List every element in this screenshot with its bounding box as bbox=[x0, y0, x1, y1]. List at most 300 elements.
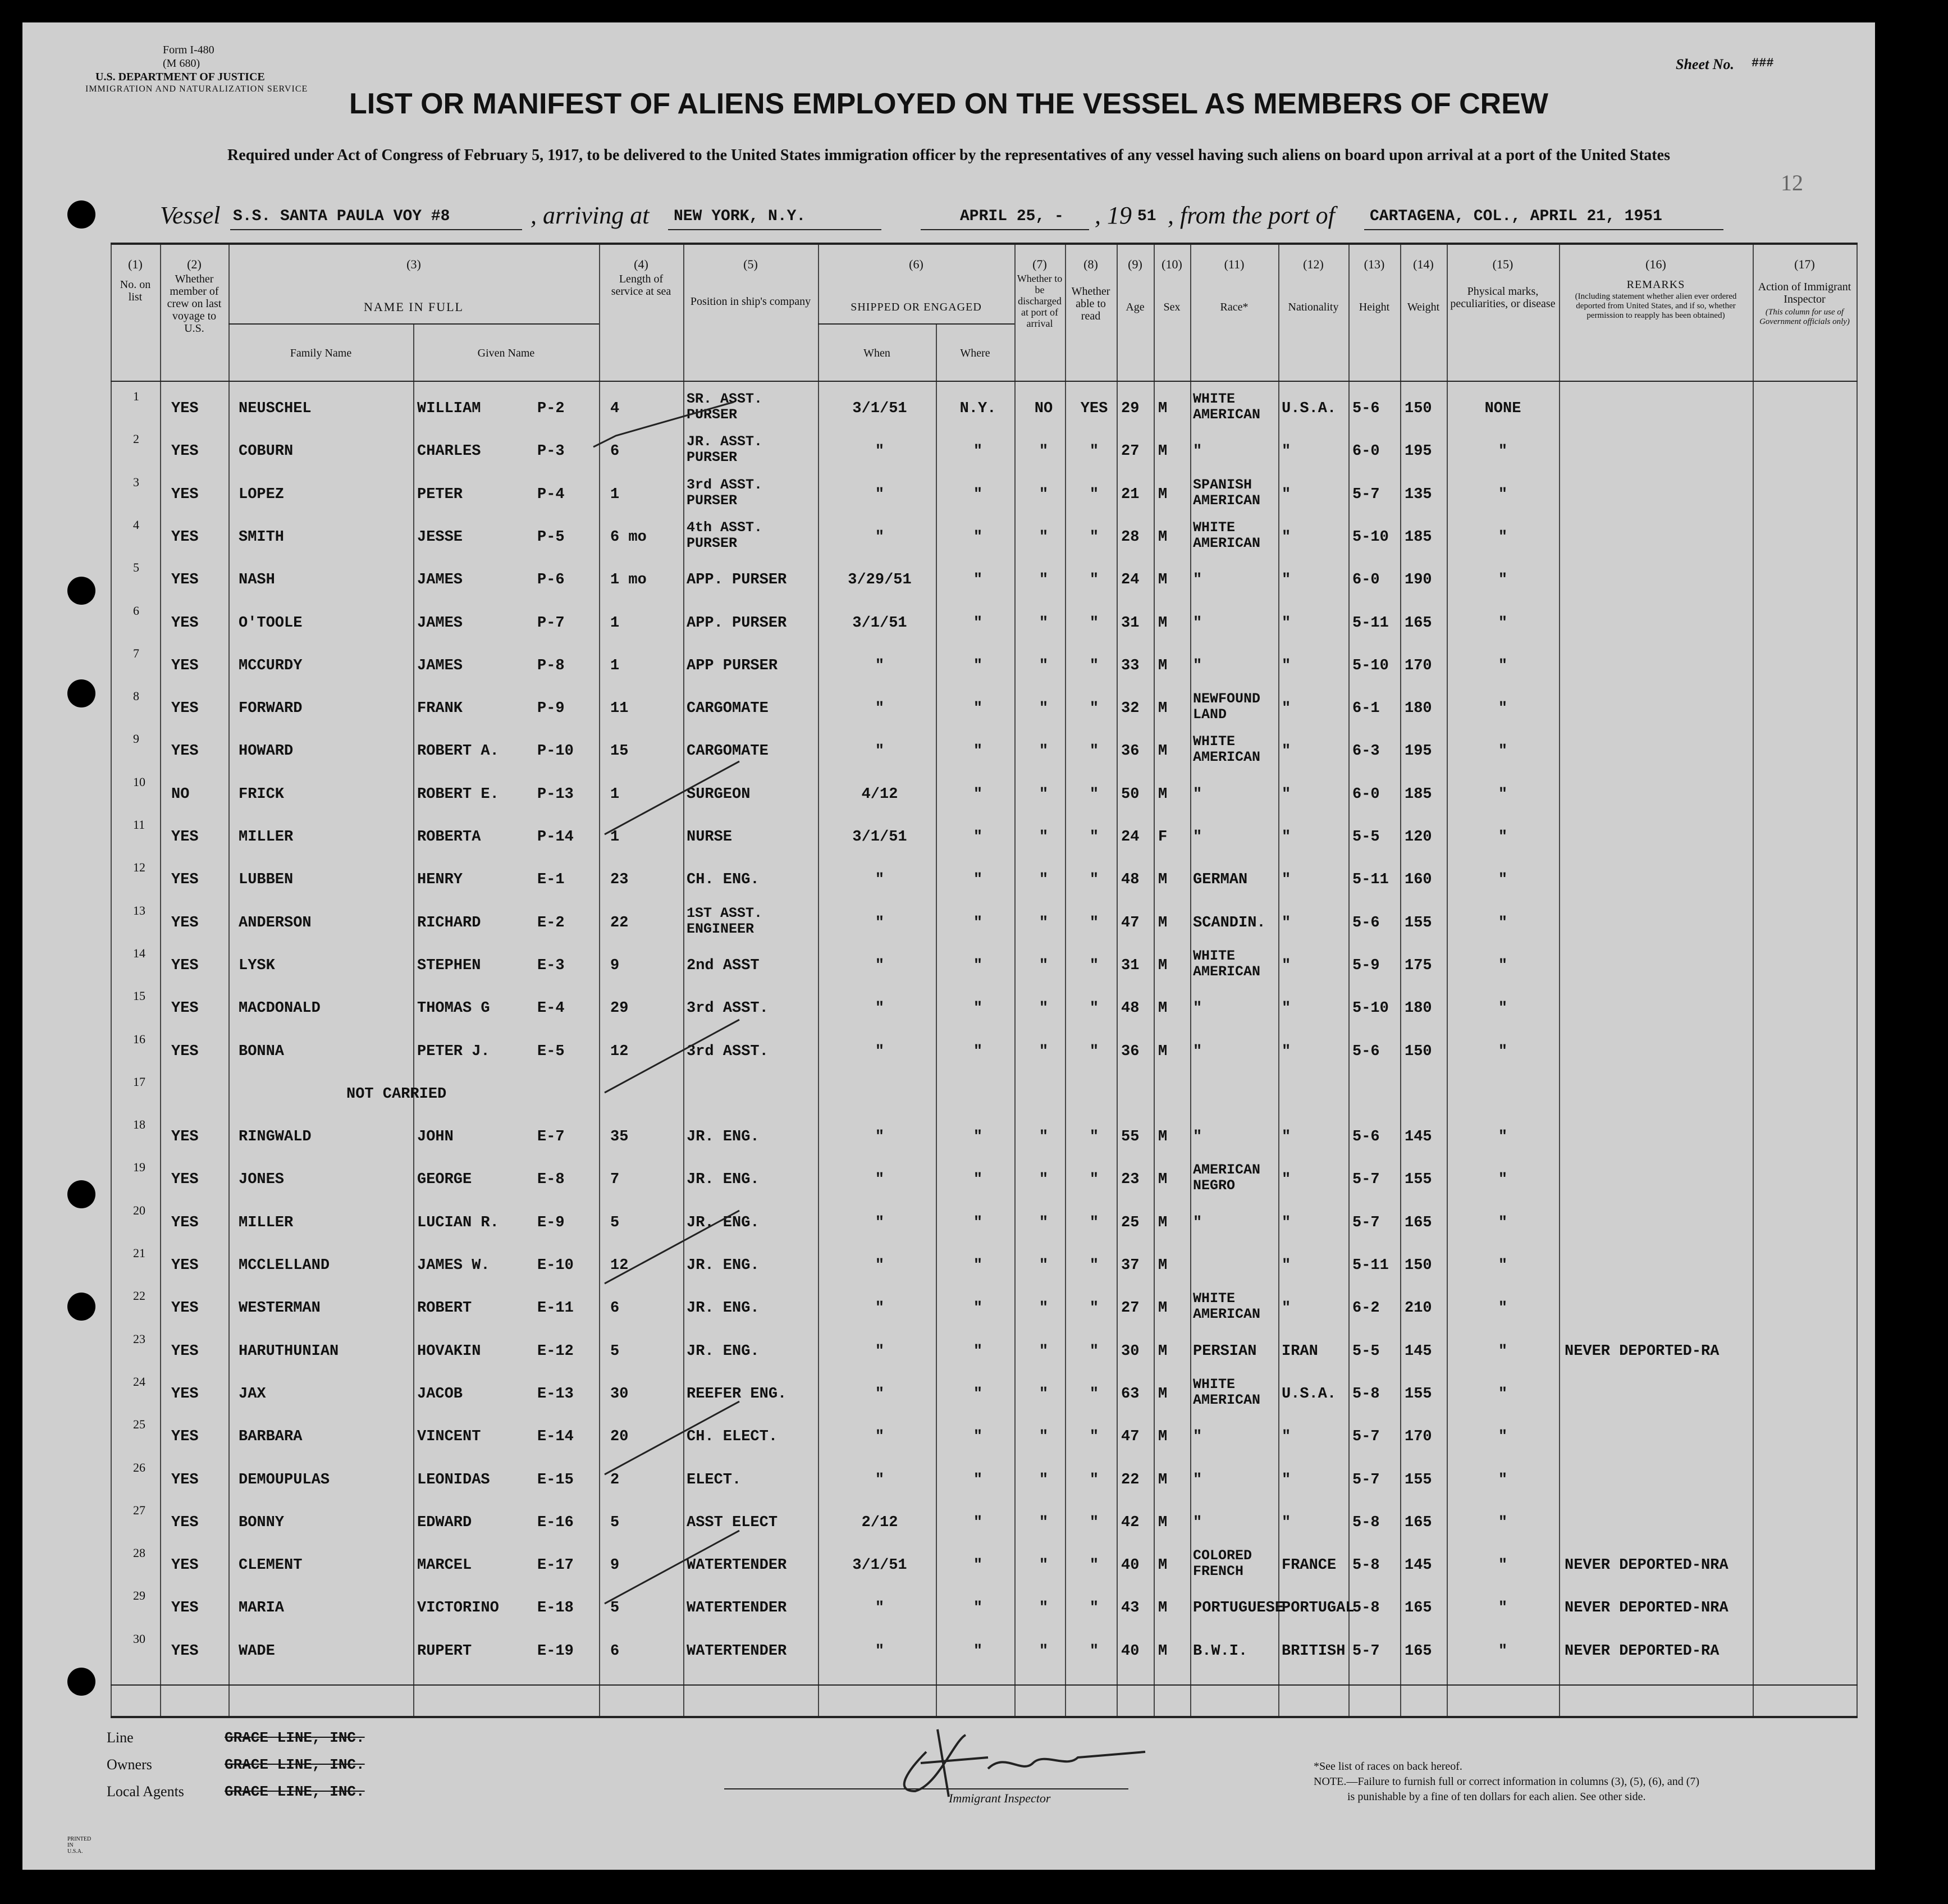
able-to-read: " bbox=[1089, 1557, 1099, 1574]
height: 5-7 bbox=[1352, 486, 1380, 503]
remarks: NEVER DEPORTED-RA bbox=[1565, 1343, 1720, 1360]
sex: M bbox=[1158, 400, 1168, 417]
service-length: 6 bbox=[610, 1300, 620, 1317]
physical-marks: " bbox=[1498, 1514, 1508, 1531]
crew-status: YES bbox=[171, 614, 199, 632]
nationality: " bbox=[1282, 700, 1291, 718]
row-number: 20 bbox=[133, 1203, 145, 1217]
given-name: HENRY bbox=[417, 871, 463, 889]
col-header: No. on list bbox=[120, 278, 151, 303]
height: 5-7 bbox=[1352, 1471, 1380, 1489]
shipped-when: " bbox=[875, 871, 885, 889]
race: WHITE AMERICAN bbox=[1193, 947, 1261, 980]
able-to-read: " bbox=[1089, 957, 1099, 974]
col-header: Race* bbox=[1220, 301, 1249, 313]
family-name: LYSK bbox=[239, 957, 275, 974]
footnote-races: *See list of races on back hereof. bbox=[1314, 1760, 1462, 1773]
discharged: " bbox=[1039, 829, 1049, 846]
shipped-when: 3/1/51 bbox=[852, 614, 907, 632]
crew-code: P-4 bbox=[537, 486, 565, 503]
able-to-read: " bbox=[1089, 700, 1099, 718]
race: " bbox=[1193, 1428, 1202, 1446]
row-number: 10 bbox=[133, 774, 145, 789]
shipped-where: " bbox=[973, 1642, 983, 1660]
race: WHITE AMERICAN bbox=[1193, 1376, 1261, 1408]
family-name: NEUSCHEL bbox=[239, 400, 312, 417]
shipped-when: " bbox=[875, 1300, 885, 1317]
physical-marks: " bbox=[1498, 1214, 1508, 1231]
row-number: 3 bbox=[133, 474, 139, 489]
discharged: " bbox=[1039, 1471, 1049, 1489]
position: APP. PURSER bbox=[687, 614, 787, 632]
service-length: 1 mo bbox=[610, 572, 647, 589]
row-number: 4 bbox=[133, 517, 139, 532]
row-number: 25 bbox=[133, 1417, 145, 1432]
nationality: " bbox=[1282, 1043, 1291, 1060]
able-to-read: " bbox=[1089, 1343, 1099, 1360]
position: NURSE bbox=[687, 829, 733, 846]
sex: M bbox=[1158, 1171, 1168, 1189]
service-length: 35 bbox=[610, 1129, 629, 1146]
given-name: FRANK bbox=[417, 700, 463, 718]
height: 5-7 bbox=[1352, 1214, 1380, 1231]
sex: M bbox=[1158, 1600, 1168, 1617]
col-header: Sex bbox=[1163, 301, 1181, 313]
height: 5-11 bbox=[1352, 871, 1389, 889]
family-name: MCCLELLAND bbox=[239, 1257, 330, 1274]
service-length: 30 bbox=[610, 1385, 629, 1403]
row-number: 19 bbox=[133, 1160, 145, 1175]
able-to-read: " bbox=[1089, 1514, 1099, 1531]
physical-marks: " bbox=[1498, 871, 1508, 889]
form-number: Form I-480 bbox=[163, 44, 214, 56]
col-num: (11) bbox=[1224, 257, 1245, 271]
shipped-where: " bbox=[973, 657, 983, 674]
age: 40 bbox=[1121, 1557, 1140, 1574]
family-name: WADE bbox=[239, 1642, 275, 1660]
nationality: BRITISH bbox=[1282, 1642, 1346, 1660]
physical-marks: " bbox=[1498, 1129, 1508, 1146]
col-header: Nationality bbox=[1288, 301, 1339, 313]
race: " bbox=[1193, 786, 1202, 803]
physical-marks: NONE bbox=[1484, 400, 1521, 417]
row-number: 24 bbox=[133, 1374, 145, 1389]
shipped-when: " bbox=[875, 1471, 885, 1489]
col-subheader: Where bbox=[960, 347, 990, 359]
given-name: GEORGE bbox=[417, 1171, 472, 1189]
able-to-read: " bbox=[1089, 1171, 1099, 1189]
service-length: 1 bbox=[610, 829, 620, 846]
height: 6-0 bbox=[1352, 572, 1380, 589]
able-to-read: " bbox=[1089, 1300, 1099, 1317]
sheet-label: Sheet No. bbox=[1676, 56, 1734, 72]
sex: M bbox=[1158, 914, 1168, 932]
crew-status: YES bbox=[171, 1514, 199, 1531]
weight: 145 bbox=[1405, 1557, 1432, 1574]
position: CARGOMATE bbox=[687, 700, 769, 718]
col-header: Action of Immigrant Inspector bbox=[1758, 281, 1851, 305]
shipped-when: " bbox=[875, 914, 885, 932]
height: 5-5 bbox=[1352, 829, 1380, 846]
punch-hole bbox=[67, 1180, 95, 1208]
from-label: , from the port of bbox=[1168, 202, 1335, 229]
height: 5-6 bbox=[1352, 914, 1380, 932]
race: PORTUGUESE bbox=[1193, 1600, 1284, 1617]
age: 63 bbox=[1121, 1385, 1140, 1403]
col-header: Weight bbox=[1407, 301, 1440, 313]
physical-marks: " bbox=[1498, 486, 1508, 503]
crew-code: P-10 bbox=[537, 743, 574, 760]
row-number: 13 bbox=[133, 903, 145, 917]
given-name: PETER J. bbox=[417, 1043, 490, 1060]
shipped-when: " bbox=[875, 1000, 885, 1017]
physical-marks: " bbox=[1498, 1642, 1508, 1660]
crew-code: P-13 bbox=[537, 786, 574, 803]
col-subheader: Family Name bbox=[290, 347, 352, 359]
table-row bbox=[111, 517, 1858, 564]
row-number: 29 bbox=[133, 1588, 145, 1603]
punch-hole bbox=[67, 1668, 95, 1696]
crew-code: P-5 bbox=[537, 528, 565, 546]
service: IMMIGRATION AND NATURALIZATION SERVICE bbox=[85, 84, 308, 94]
able-to-read: " bbox=[1089, 1471, 1099, 1489]
family-name: FRICK bbox=[239, 786, 285, 803]
race: SPANISH AMERICAN bbox=[1193, 476, 1261, 509]
able-to-read: " bbox=[1089, 443, 1099, 460]
given-name: LUCIAN R. bbox=[417, 1214, 499, 1231]
race: B.W.I. bbox=[1193, 1642, 1248, 1660]
discharged: NO bbox=[1034, 400, 1053, 417]
position: ELECT. bbox=[687, 1471, 742, 1489]
age: 29 bbox=[1121, 400, 1140, 417]
family-name: O'TOOLE bbox=[239, 614, 303, 632]
col-num: (15) bbox=[1492, 257, 1513, 271]
height: 5-7 bbox=[1352, 1428, 1380, 1446]
given-name: VICTORINO bbox=[417, 1600, 499, 1617]
arrival-date: APRIL 25, - bbox=[960, 208, 1064, 225]
discharged: " bbox=[1039, 528, 1049, 546]
col-header: SHIPPED OR ENGAGED bbox=[850, 301, 982, 313]
nationality: " bbox=[1282, 743, 1291, 760]
discharged: " bbox=[1039, 1385, 1049, 1403]
nationality: " bbox=[1282, 486, 1291, 503]
shipped-where: " bbox=[973, 1385, 983, 1403]
weight: 180 bbox=[1405, 700, 1432, 718]
crew-status: YES bbox=[171, 1171, 199, 1189]
age: 28 bbox=[1121, 528, 1140, 546]
service-length: 7 bbox=[610, 1171, 620, 1189]
physical-marks: " bbox=[1498, 657, 1508, 674]
age: 30 bbox=[1121, 1343, 1140, 1360]
remarks: NEVER DEPORTED-RA bbox=[1565, 1642, 1720, 1660]
age: 50 bbox=[1121, 786, 1140, 803]
race: WHITE AMERICAN bbox=[1193, 733, 1261, 766]
weight: 185 bbox=[1405, 528, 1432, 546]
crew-status: NO bbox=[171, 786, 190, 803]
sex: M bbox=[1158, 1642, 1168, 1660]
shipped-when: " bbox=[875, 1214, 885, 1231]
discharged: " bbox=[1039, 914, 1049, 932]
crew-status: YES bbox=[171, 1428, 199, 1446]
physical-marks: " bbox=[1498, 700, 1508, 718]
weight: 165 bbox=[1405, 614, 1432, 632]
shipped-when: 2/12 bbox=[861, 1514, 898, 1531]
age: 31 bbox=[1121, 957, 1140, 974]
crew-status: YES bbox=[171, 1343, 199, 1360]
shipped-when: " bbox=[875, 1129, 885, 1146]
subtitle: Required under Act of Congress of February 5, 1917, to be delivered to the United States immigration officer by the representatives of any vessel having such aliens on board upon arrival at a port of the United States bbox=[227, 147, 1670, 164]
given-name: CHARLES bbox=[417, 443, 481, 460]
able-to-read: " bbox=[1089, 572, 1099, 589]
sex: M bbox=[1158, 1557, 1168, 1574]
discharged: " bbox=[1039, 1214, 1049, 1231]
race: " bbox=[1193, 443, 1202, 460]
agents-label: Local Agents bbox=[107, 1783, 184, 1800]
height: 5-9 bbox=[1352, 957, 1380, 974]
table-row bbox=[111, 732, 1858, 778]
row-number: 30 bbox=[133, 1631, 145, 1646]
family-name: ANDERSON bbox=[239, 914, 312, 932]
able-to-read: " bbox=[1089, 914, 1099, 932]
given-name: EDWARD bbox=[417, 1514, 472, 1531]
weight: 185 bbox=[1405, 786, 1432, 803]
discharged: " bbox=[1039, 743, 1049, 760]
able-to-read: " bbox=[1089, 614, 1099, 632]
age: 42 bbox=[1121, 1514, 1140, 1531]
form-old-number: (M 680) bbox=[163, 57, 200, 70]
row-number: 7 bbox=[133, 646, 139, 660]
position: 3rd ASST. bbox=[687, 1043, 769, 1060]
age: 25 bbox=[1121, 1214, 1140, 1231]
line-label: Line bbox=[107, 1729, 134, 1746]
year-prefix: , 19 bbox=[1095, 202, 1132, 229]
height: 5-11 bbox=[1352, 614, 1389, 632]
age: 36 bbox=[1121, 1043, 1140, 1060]
family-name: NASH bbox=[239, 572, 275, 589]
family-name: BONNY bbox=[239, 1514, 285, 1531]
nationality: " bbox=[1282, 657, 1291, 674]
age: 47 bbox=[1121, 914, 1140, 932]
col-header-note: (This column for use of Government officials only) bbox=[1759, 308, 1850, 326]
sex: M bbox=[1158, 743, 1168, 760]
physical-marks: " bbox=[1498, 1471, 1508, 1489]
crew-status: YES bbox=[171, 1129, 199, 1146]
nationality: " bbox=[1282, 957, 1291, 974]
position: JR. ENG. bbox=[687, 1171, 760, 1189]
able-to-read: " bbox=[1089, 1043, 1099, 1060]
col-subheader: When bbox=[863, 347, 890, 359]
age: 23 bbox=[1121, 1171, 1140, 1189]
age: 22 bbox=[1121, 1471, 1140, 1489]
nationality: U.S.A. bbox=[1282, 400, 1337, 417]
weight: 150 bbox=[1405, 1257, 1432, 1274]
able-to-read: " bbox=[1089, 528, 1099, 546]
shipped-where: " bbox=[973, 871, 983, 889]
weight: 165 bbox=[1405, 1514, 1432, 1531]
service-length: 4 bbox=[610, 400, 620, 417]
table-row bbox=[111, 860, 1858, 906]
crew-code: E-2 bbox=[537, 914, 565, 932]
able-to-read: YES bbox=[1080, 400, 1108, 417]
sex: M bbox=[1158, 1385, 1168, 1403]
shipped-when: 3/1/51 bbox=[852, 829, 907, 846]
able-to-read: " bbox=[1089, 1385, 1099, 1403]
able-to-read: " bbox=[1089, 1428, 1099, 1446]
physical-marks: " bbox=[1498, 743, 1508, 760]
service-length: 5 bbox=[610, 1343, 620, 1360]
table-row bbox=[111, 774, 1858, 821]
col-header-note: (Including statement whether alien ever ordered deported from United States, and if so, whether permission to reapply has been obtained) bbox=[1575, 292, 1737, 320]
crew-code: E-17 bbox=[537, 1557, 574, 1574]
crew-status: YES bbox=[171, 914, 199, 932]
table-row bbox=[111, 646, 1858, 692]
height: 5-8 bbox=[1352, 1557, 1380, 1574]
table-row bbox=[111, 389, 1858, 435]
discharged: " bbox=[1039, 1514, 1049, 1531]
position: APP PURSER bbox=[687, 657, 778, 674]
position: WATERTENDER bbox=[687, 1642, 787, 1660]
family-name: MILLER bbox=[239, 1214, 294, 1231]
weight: 195 bbox=[1405, 743, 1432, 760]
weight: 165 bbox=[1405, 1214, 1432, 1231]
nationality: " bbox=[1282, 914, 1291, 932]
discharged: " bbox=[1039, 443, 1049, 460]
race: WHITE AMERICAN bbox=[1193, 1290, 1261, 1323]
race: " bbox=[1193, 1214, 1202, 1231]
col-num: (16) bbox=[1645, 257, 1666, 271]
height: 5-7 bbox=[1352, 1171, 1380, 1189]
given-name: VINCENT bbox=[417, 1428, 481, 1446]
shipped-where: " bbox=[973, 1171, 983, 1189]
weight: 170 bbox=[1405, 1428, 1432, 1446]
family-name: HOWARD bbox=[239, 743, 294, 760]
col-header: NAME IN FULL bbox=[364, 300, 464, 314]
service-length: 1 bbox=[610, 614, 620, 632]
position: WATERTENDER bbox=[687, 1600, 787, 1617]
col-num: (12) bbox=[1303, 257, 1324, 271]
sex: M bbox=[1158, 1257, 1168, 1274]
crew-code: P-14 bbox=[537, 829, 574, 846]
given-name: WILLIAM bbox=[417, 400, 481, 417]
row-number: 28 bbox=[133, 1546, 145, 1560]
table-row bbox=[111, 1160, 1858, 1206]
shipped-when: " bbox=[875, 700, 885, 718]
height: 6-0 bbox=[1352, 786, 1380, 803]
service-length: 15 bbox=[610, 743, 629, 760]
able-to-read: " bbox=[1089, 1000, 1099, 1017]
race: " bbox=[1193, 1514, 1202, 1531]
race: AMERICAN NEGRO bbox=[1193, 1162, 1261, 1194]
discharged: " bbox=[1039, 1171, 1049, 1189]
physical-marks: " bbox=[1498, 443, 1508, 460]
family-name: MCCURDY bbox=[239, 657, 303, 674]
family-name: RINGWALD bbox=[239, 1129, 312, 1146]
race: " bbox=[1193, 1000, 1202, 1017]
department: U.S. DEPARTMENT OF JUSTICE bbox=[95, 71, 265, 83]
col-subheader: Given Name bbox=[477, 347, 535, 359]
age: 27 bbox=[1121, 1300, 1140, 1317]
row-number: 12 bbox=[133, 860, 145, 875]
given-name: ROBERT A. bbox=[417, 743, 499, 760]
shipped-where: " bbox=[973, 1600, 983, 1617]
shipped-where: " bbox=[973, 1043, 983, 1060]
crew-code: E-4 bbox=[537, 1000, 565, 1017]
position: JR. ENG. bbox=[687, 1129, 760, 1146]
given-name: JAMES W. bbox=[417, 1257, 490, 1274]
able-to-read: " bbox=[1089, 486, 1099, 503]
physical-marks: " bbox=[1498, 786, 1508, 803]
col-header: Length of service at sea bbox=[611, 273, 671, 298]
owners-label: Owners bbox=[107, 1756, 152, 1773]
row-number: 18 bbox=[133, 1117, 145, 1132]
height: 5-10 bbox=[1352, 657, 1389, 674]
row-number: 8 bbox=[133, 689, 139, 704]
table-row bbox=[111, 1588, 1858, 1634]
col-num: (4) bbox=[634, 257, 648, 271]
nationality: " bbox=[1282, 1471, 1291, 1489]
row-number: 11 bbox=[133, 818, 145, 832]
height: 5-6 bbox=[1352, 1129, 1380, 1146]
height: 5-10 bbox=[1352, 528, 1389, 546]
service-length: 6 bbox=[610, 1642, 620, 1660]
service-length: 5 bbox=[610, 1514, 620, 1531]
row-number: 21 bbox=[133, 1246, 145, 1260]
row-number: 23 bbox=[133, 1331, 145, 1346]
position: SR. ASST. PURSER bbox=[687, 391, 763, 423]
given-name: ROBERTA bbox=[417, 829, 481, 846]
col-header: Whether member of crew on last voyage to U.S. bbox=[167, 273, 222, 335]
position: JR. ENG. bbox=[687, 1300, 760, 1317]
crew-status: YES bbox=[171, 657, 199, 674]
table-row bbox=[111, 903, 1858, 949]
shipped-when: 3/1/51 bbox=[852, 400, 907, 417]
col-num: (9) bbox=[1128, 257, 1142, 271]
crew-code: E-13 bbox=[537, 1385, 574, 1403]
service-length: 6 mo bbox=[610, 528, 647, 546]
shipped-where: " bbox=[973, 743, 983, 760]
age: 48 bbox=[1121, 1000, 1140, 1017]
height: 5-8 bbox=[1352, 1385, 1380, 1403]
service-length: 20 bbox=[610, 1428, 629, 1446]
crew-status: YES bbox=[171, 528, 199, 546]
able-to-read: " bbox=[1089, 657, 1099, 674]
row-number: 22 bbox=[133, 1289, 145, 1303]
nationality: " bbox=[1282, 1129, 1291, 1146]
row-number: 27 bbox=[133, 1503, 145, 1517]
sex: M bbox=[1158, 614, 1168, 632]
crew-status: YES bbox=[171, 1600, 199, 1617]
nationality: " bbox=[1282, 1171, 1291, 1189]
sex: F bbox=[1158, 829, 1168, 846]
service-length: 23 bbox=[610, 871, 629, 889]
col-header: Age bbox=[1126, 301, 1145, 313]
col-num: (2) bbox=[187, 257, 202, 271]
race: " bbox=[1193, 614, 1202, 632]
crew-status: YES bbox=[171, 1214, 199, 1231]
service-length: 12 bbox=[610, 1257, 629, 1274]
weight: 150 bbox=[1405, 1043, 1432, 1060]
physical-marks: " bbox=[1498, 1557, 1508, 1574]
position: WATERTENDER bbox=[687, 1557, 787, 1574]
able-to-read: " bbox=[1089, 1600, 1099, 1617]
given-name: PETER bbox=[417, 486, 463, 503]
position: JR. ENG. bbox=[687, 1257, 760, 1274]
given-name: JAMES bbox=[417, 614, 463, 632]
physical-marks: " bbox=[1498, 528, 1508, 546]
table-row bbox=[111, 1117, 1858, 1163]
family-name: NOT CARRIED bbox=[346, 1085, 447, 1103]
remarks: NEVER DEPORTED-NRA bbox=[1565, 1600, 1728, 1617]
